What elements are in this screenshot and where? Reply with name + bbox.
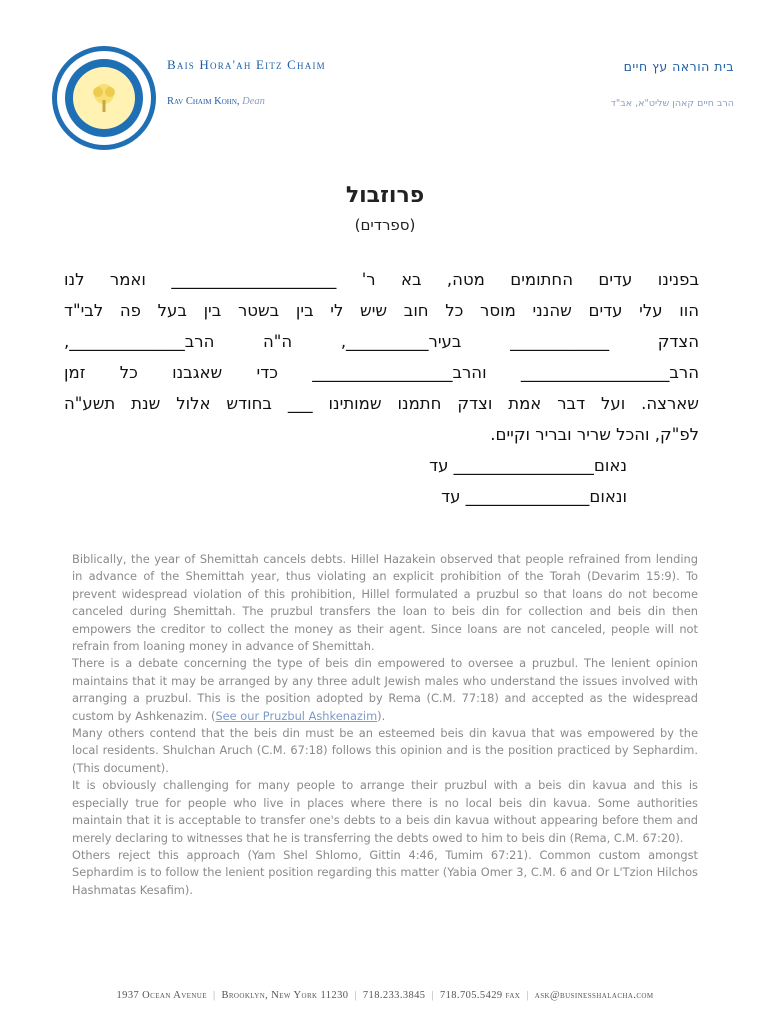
explanation-paragraph-2-end: ).	[377, 708, 386, 723]
logo-emblem	[73, 67, 135, 129]
footer-fax: 718.705.5429 fax	[439, 990, 521, 1001]
logo-ring	[57, 51, 151, 145]
explanation-paragraph-5: Others reject this approach (Yam Shel Shlomo, Gittin 4:46, Tumim 67:21). Common custom amongst Sephardim is to follow the lenient position regarding this matter (Yabia Omer 3, C.M. 6 and Or L'Tzion Hilchos Hashmatas Kesafim).	[72, 847, 698, 897]
document-subtitle: (ספרדים)	[354, 216, 416, 234]
dean-role-en: Dean	[242, 96, 265, 107]
explanation-paragraph-2-text: There is a debate concerning the type of beis din empowered to oversee a pruzbul. The lenient opinion maintains that it may be arranged by any three adult Jewish males who understand the issues involved with arranging a pruzbul. This is the position adopted by Rema (C.M. 77:18) and accepted as the widespread custom by Ashkenazim. (	[72, 656, 698, 723]
footer-divider: |	[212, 990, 216, 1001]
footer-divider: |	[431, 990, 434, 1001]
explanation-paragraph-2	[72, 655, 698, 725]
explanation-paragraph-3: Many others contend that the beis din must be an esteemed beis din kavua that was empowered by the local residents. Shulchan Aruch (C.M. 67:18) follows this opinion and is the position practiced by Sephardim. (This document).	[72, 726, 698, 775]
explanation-paragraph-1: Biblically, the year of Shemittah cancels debts. Hillel Hazakein observed that people refrained from lending in advance of the Shemittah year, thus violating an explicit prohibition of the Torah (Devarim 15:9). To prevent widespread violation of this prohibition, Hillel formulated a pruzbul so that loans do not become canceled during Shemittah. The pruzbul transfers the loan to beis din for collection and beis din then empowers the creditor to collect the money as their agent. Since loans are not canceled, people will not refrain from loaning money in advance of Shemittah.	[72, 552, 698, 654]
document-title: פרוזבול	[345, 183, 425, 208]
pruzbul-line-4: הרב__________________ והרב_________________ כדי שאגבנו כל זמן	[64, 363, 699, 382]
institute-name-he: בית הוראה עץ חיים	[623, 59, 734, 74]
footer-contact	[0, 990, 770, 1001]
dean-line-he: הרב חיים קאהן שליט"א, אב"ד	[610, 98, 734, 109]
pruzbul-line-6: לפ"ק, והכל שריר ובריר וקיים.	[490, 425, 699, 444]
institute-logo	[52, 46, 156, 150]
pruzbul-line-5: שארצה. ועל דבר אמת וצדק חתמנו שמותינו ___ בחודש אלול שנת תשע"ה	[64, 394, 699, 413]
pruzbul-line-2: הוו עלי עדים שהנני מוסר כל חוב שיש לי בין בשטר בין בעל פה לבי"ד	[64, 301, 699, 320]
tree-icon	[84, 78, 124, 118]
footer-phone: 718.233.3845	[362, 990, 426, 1001]
witness-line-1: נאום_________________ עד	[429, 456, 627, 475]
pruzbul-ashkenazim-link[interactable]: See our Pruzbul Ashkenazim	[215, 708, 378, 723]
pruzbul-text	[64, 264, 699, 512]
footer-address: 1937 Ocean Avenue	[116, 990, 207, 1001]
footer-divider: |	[526, 990, 529, 1001]
dean-line-en	[167, 96, 265, 107]
pruzbul-line-1: בפנינו עדים החתומים מטה, בא ר' ____________________ ואמר לנו	[64, 270, 699, 289]
footer-city: Brooklyn, New York 11230	[221, 990, 349, 1001]
institute-name-en: Bais Hora'ah Eitz Chaim	[167, 57, 326, 72]
dean-name-en: Rav Chaim Kohn,	[167, 96, 240, 107]
footer-divider: |	[354, 990, 357, 1001]
footer-email[interactable]: ask@businesshalacha.com	[534, 990, 654, 1001]
witness-line-2: ונאום_______________ עד	[441, 487, 627, 506]
pruzbul-line-3: הצדק ____________ בעיר__________, ה"ה הרב______________,	[64, 332, 699, 351]
explanation-text	[72, 551, 698, 899]
explanation-paragraph-4: It is obviously challenging for many people to arrange their pruzbul with a beis din kavua and this is especially true for people who live in places where there is no local beis din kavua. Some authorities maintain that it is acceptable to transfer one's debts to a beis din kavua without appearing before them and merely declaring to witnesses that he is transferring the debts owed to him to beis din (Rema, C.M. 67:20).	[72, 778, 698, 845]
logo-inner-ring	[65, 59, 143, 137]
